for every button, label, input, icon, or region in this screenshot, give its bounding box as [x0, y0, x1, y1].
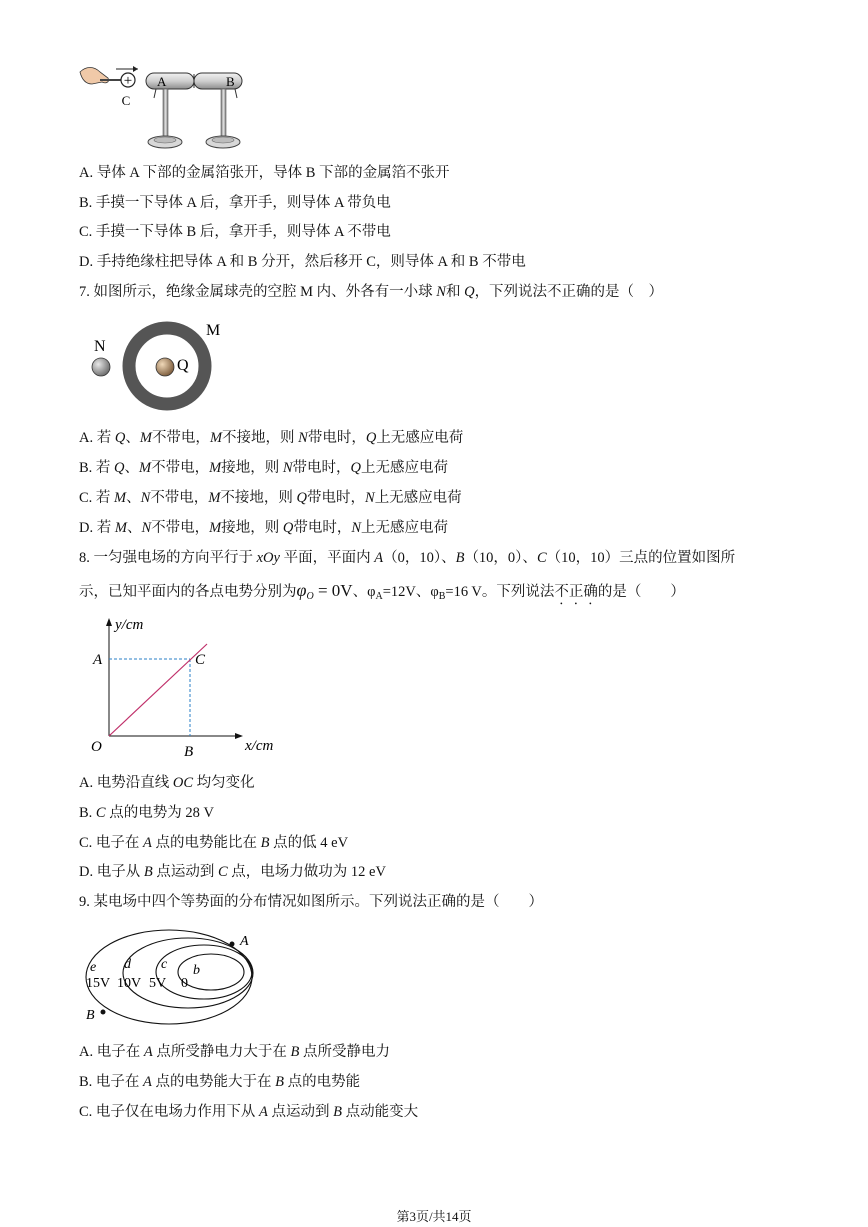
q8-option-c: C. 电子在 A 点的电势能比在 B 点的低 4 eV: [79, 835, 349, 851]
coordinate-figure: [85, 612, 290, 762]
label-m: M: [206, 322, 221, 339]
q7-option-b: B. 若 Q、M不带电，M接地，则 N带电时，Q上无感应电荷: [79, 460, 448, 476]
equipotential-figure: [80, 925, 270, 1030]
q7-option-d: D. 若 M、N不带电，M接地，则 Q带电时，N上无感应电荷: [79, 520, 448, 536]
q7-option-c: C. 若 M、N不带电，M不接地，则 Q带电时，N上无感应电荷: [79, 490, 462, 506]
ball-q: [156, 358, 174, 376]
hand-icon: [80, 68, 109, 85]
label-a: A: [93, 652, 103, 668]
q9-option-b: B. 电子在 A 点的电势能大于在 B 点的电势能: [79, 1074, 361, 1090]
conductor-a: [146, 73, 194, 89]
point-b: [101, 1010, 106, 1015]
label-0: 0: [181, 976, 188, 991]
conductor-figure: [78, 60, 258, 160]
q6-option-a: A. 导体 A 下部的金属箔张开，导体 B 下部的金属箔不张开: [79, 165, 450, 181]
q6-option-c: C. 手摸一下导体 B 后，拿开手，则导体 A 不带电: [79, 224, 391, 240]
q8-stem-line2: 示，已知平面内的各点电势分别为$\varphi_O = 0V$、$\varphi_A=12V$、$\varphi_B=16$ V。下列说法不正确的是（ ）: [79, 580, 685, 602]
label-c: c: [161, 957, 168, 972]
q6-option-b: B. 手摸一下导体 A 后，拿开手，则导体 A 带负电: [79, 195, 391, 211]
label-a: A: [157, 74, 167, 89]
surface-c: [156, 945, 252, 999]
y-axis-label: y/cm: [115, 617, 144, 633]
label-q: Q: [177, 357, 189, 374]
label-n: N: [94, 338, 106, 355]
label-10v: 10V: [117, 976, 142, 991]
q8-option-a: A. 电势沿直线 OC 均匀变化: [79, 775, 255, 791]
label-d: d: [124, 957, 131, 972]
metal-shell-figure: [85, 315, 245, 415]
conductor-b: [194, 73, 242, 89]
plus-sign: +: [123, 73, 133, 89]
q9-option-a: A. 电子在 A 点所受静电力大于在 B 点所受静电力: [79, 1044, 390, 1060]
label-c: C: [121, 93, 131, 108]
label-o: O: [91, 739, 102, 755]
line-oc: [109, 644, 207, 736]
label-b: B: [226, 74, 235, 89]
q9-stem: 9. 某电场中四个等势面的分布情况如图所示。下列说法正确的是（ ）: [79, 894, 543, 910]
page-footer: 第3页/共14页: [396, 1209, 472, 1224]
label-point-b: B: [86, 1008, 95, 1023]
label-5v: 5V: [149, 976, 167, 991]
label-c: C: [195, 652, 206, 668]
label-e: e: [90, 960, 97, 975]
surface-e: [86, 930, 252, 1024]
q6-option-d: D. 手持绝缘柱把导体 A 和 B 分开，然后移开 C，则导体 A 和 B 不带电: [79, 254, 526, 270]
label-b: b: [193, 963, 200, 978]
q7-stem: 7. 如图所示，绝缘金属球壳的空腔 M 内、外各有一小球 N和 Q，下列说法不正确的是（ ）: [79, 284, 664, 300]
point-a: [230, 942, 235, 947]
q8-option-b: B. C 点的电势为 28 V: [79, 805, 214, 821]
q7-option-a: A. 若 Q、M不带电，M不接地，则 N带电时，Q上无感应电荷: [79, 430, 464, 446]
label-15v: 15V: [86, 976, 111, 991]
label-b: B: [184, 744, 194, 760]
q9-option-c: C. 电子仅在电场力作用下从 A 点运动到 B 点动能变大: [79, 1104, 419, 1120]
q8-stem-line1: 8. 一匀强电场的方向平行于 xOy 平面，平面内 A（0，10）、B（10，0）、C（10，10）三点的位置如图所: [79, 550, 736, 566]
x-axis-label: x/cm: [245, 738, 274, 754]
ball-n: [92, 358, 110, 376]
label-point-a: A: [240, 934, 249, 949]
q8-option-d: D. 电子从 B 点运动到 C 点，电场力做功为 12 eV: [79, 864, 386, 880]
